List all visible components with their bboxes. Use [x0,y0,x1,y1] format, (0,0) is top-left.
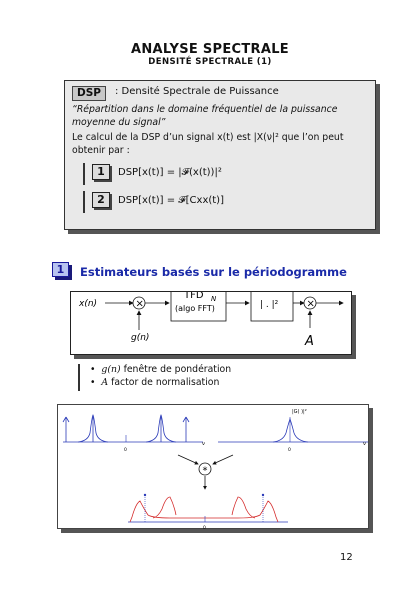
window-spectrum-label: |G( )|² [292,409,307,415]
block-diagram-svg [71,292,353,356]
spectral-plots [57,404,369,529]
svg-text:(algo FFT): (algo FFT) [175,304,215,313]
nu-label-right: ν [363,441,366,447]
formula-2: DSP[x(t)] = 𝓕[Cxx(t)] [118,195,224,206]
svg-text:×: × [135,298,144,310]
slide-title: ANALYSE SPECTRALE [131,42,289,57]
formula-number-badge: 2 [92,192,112,210]
zero-tick-right: 0 [288,448,291,453]
block-diagram [70,291,352,355]
formula-bar [83,163,85,185]
bullet-item-factor: • A factor de normalisation [90,377,220,388]
section-number-badge: 1 [52,262,72,280]
formula-number-badge: 1 [92,164,112,182]
definition-quote: “Répartition dans le domaine fréquentiel de la puissance moyenne du signal” [72,104,338,128]
slide-subtitle: DENSITÉ SPECTRALE (1) [148,57,272,67]
zero-tick-left: 0 [124,448,127,453]
window-label: g(n) [131,333,150,343]
bullet-item-window: • g(n) fenêtre de pondération [90,364,232,375]
page-number: 12 [340,552,353,563]
formula-1: DSP[x(t)] = |𝓕(x(t))|² [118,167,222,178]
normalization-label: A [305,334,314,349]
svg-text:×: × [306,298,315,310]
spectral-plots-svg [58,405,370,530]
nu-label-left: ν [202,441,205,447]
svg-text:N: N [211,295,217,303]
dsp-definition: : Densité Spectrale de Puissance [115,86,279,97]
bullet-bar [78,364,80,391]
svg-text:*: * [202,465,208,477]
dsp-tag: DSP [72,86,106,101]
svg-text:TFD: TFD [184,292,204,301]
definition-box [64,80,376,230]
formula-bar [83,191,85,213]
section-title: Estimateurs basés sur le périodogramme [80,265,347,279]
calc-text: Le calcul de la DSP d’un signal x(t) est |X(ν|² que l’on peut obtenir par : [72,132,344,156]
input-label: x(n) [79,299,98,309]
svg-text:| . |²: | . |² [260,300,279,310]
zero-tick-bottom: 0 [203,526,206,530]
